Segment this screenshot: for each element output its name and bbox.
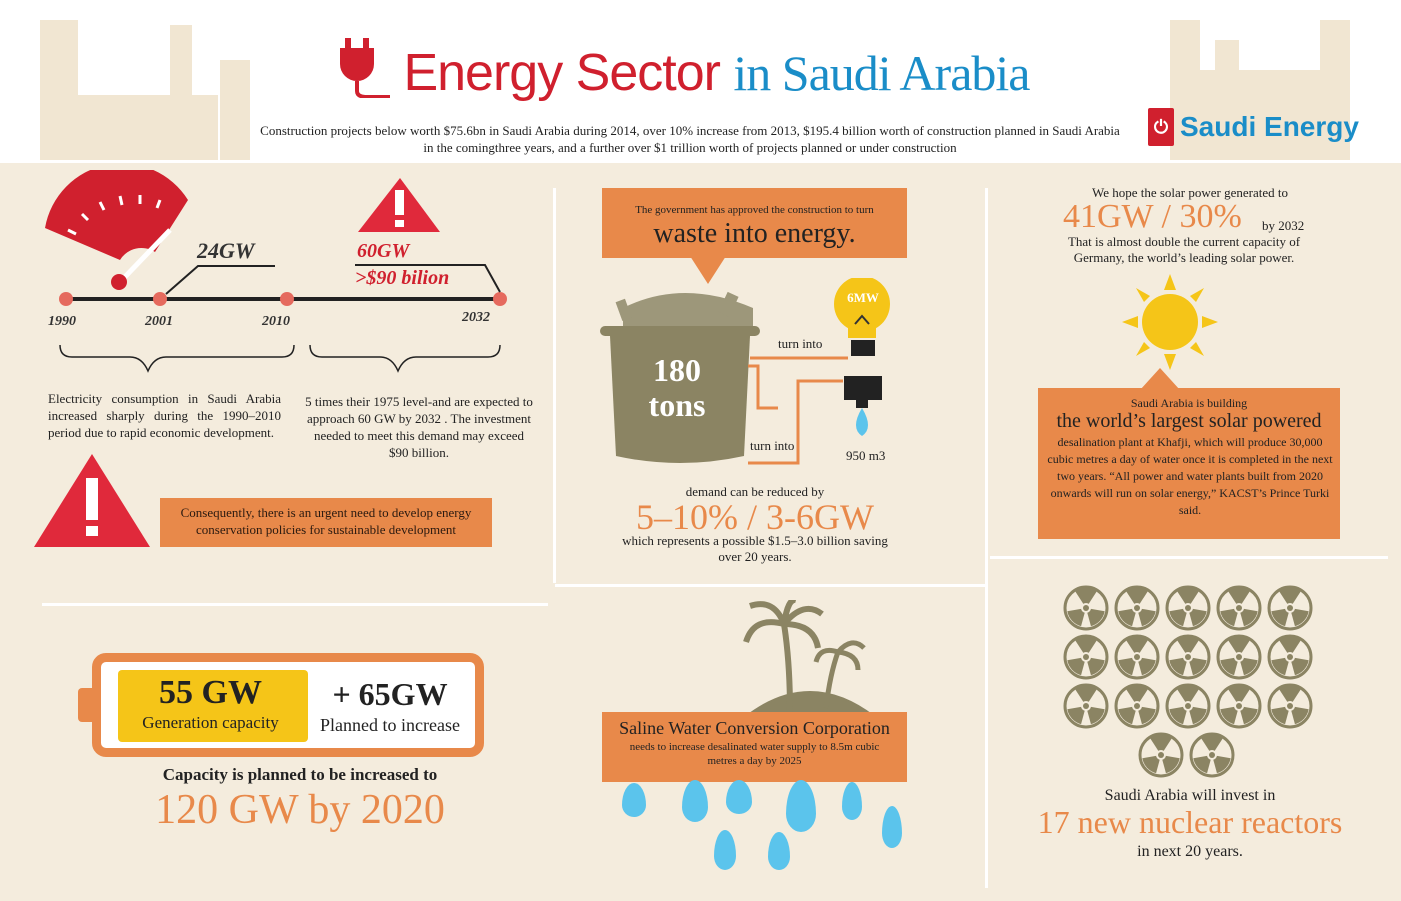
capacity-caption: Capacity is planned to be increased to <box>162 765 438 784</box>
battery-tip <box>78 688 94 722</box>
water-drop-icon <box>856 408 868 436</box>
water-drop-icon <box>726 780 752 814</box>
nuclear-years-text: in next 20 years. <box>1137 843 1243 860</box>
solar-box-big: the world’s largest solar powered <box>1056 410 1322 432</box>
tons-value: 180 <box>653 352 701 388</box>
solar-box-text: desalination plant at Khafji, which will produce 30,000 cubic metres a day of water once it is completed in the next two years. “All power and water plants built from 2020 onwards will run on solar energy,” KACST’s Prince Turki said. <box>1047 435 1333 517</box>
solar-by: by 2032 <box>1262 218 1305 233</box>
water-drop-icon <box>882 806 902 848</box>
divider <box>553 188 556 583</box>
water-drop-icon <box>786 780 816 832</box>
timeline-graphic <box>30 170 550 390</box>
faucet-icon <box>844 376 882 400</box>
water-drop-icon <box>768 832 790 870</box>
saline-text: needs to increase desalinated water supply to 8.5m cubic metres a day by 2025 <box>629 741 880 767</box>
solar-compare-text: That is almost double the current capacity of Germany, the world’s leading solar power. <box>1067 234 1301 265</box>
consumption-text: Electricity consumption in Saudi Arabia increased sharply during the 1990–2010 period due to rapid economic development. <box>48 391 281 440</box>
radiation-icon <box>1114 585 1160 631</box>
year-2010: 2010 <box>262 314 290 329</box>
page-title <box>330 38 1029 103</box>
island-palm-icon <box>740 600 880 720</box>
plug-icon <box>330 38 390 98</box>
radiation-icon <box>1063 634 1109 680</box>
current-capacity-label: Generation capacity <box>142 713 279 732</box>
turn-into-label: turn into <box>750 438 795 453</box>
radiation-icon <box>1216 634 1262 680</box>
label-90bn: >$90 bilion <box>355 267 450 289</box>
radiation-icon <box>1114 683 1160 729</box>
nuclear-invest-text: Saudi Arabia will invest in <box>1104 787 1276 804</box>
bulb-mw: 6MW <box>847 290 879 305</box>
title-red: Energy Sector <box>403 44 720 102</box>
year-2032: 2032 <box>462 310 490 325</box>
radiation-icon <box>1216 585 1262 631</box>
label-60gw: 60GW <box>357 240 410 262</box>
divider <box>990 556 1388 559</box>
radiation-icon <box>1063 585 1109 631</box>
solar-box-small: Saudi Arabia is building <box>1130 396 1248 410</box>
water-drop-icon <box>622 783 646 817</box>
sun-icon <box>1120 272 1220 372</box>
water-drop-icon <box>714 830 736 870</box>
nuclear-big: 17 new nuclear reactors <box>1037 804 1343 840</box>
gauge-icon <box>45 170 188 260</box>
waste-bubble-small: The government has approved the construction to turn <box>635 204 874 216</box>
divider <box>42 603 548 606</box>
radiation-icon <box>1165 683 1211 729</box>
label-24gw: 24GW <box>197 238 255 263</box>
planned-increase-value: + 65GW <box>332 676 448 712</box>
current-capacity-value: 55 GW <box>159 674 262 711</box>
tons-unit: tons <box>648 387 706 423</box>
brand-name: Saudi Energy <box>1180 111 1359 142</box>
solar-big: 41GW / 30% <box>1063 198 1242 235</box>
saving-text: which represents a possible $1.5–3.0 billion saving over 20 years. <box>622 533 888 564</box>
divider <box>985 188 988 888</box>
demand-big: 5–10% / 3-6GW <box>636 497 874 537</box>
water-drop-icon <box>682 780 708 822</box>
radiation-icon <box>1267 634 1313 680</box>
demand-text: demand can be reduced by <box>685 484 825 499</box>
box-pointer <box>1140 368 1180 390</box>
warning-icon <box>32 452 152 548</box>
water-drop-icon <box>842 782 862 820</box>
radiation-icon <box>1267 585 1313 631</box>
radiation-icon <box>1138 732 1184 778</box>
planned-increase-label: Planned to increase <box>320 715 460 735</box>
urgent-box: Consequently, there is an urgent need to develop energy conservation policies for sustainable development <box>160 498 492 547</box>
radiation-icon <box>1114 634 1160 680</box>
turn-into-label: turn into <box>778 336 823 351</box>
subtitle: Construction projects below worth $75.6bn in Saudi Arabia during 2014, over 10% increase from 2013, $195.4 billion worth of construction planned in Saudi Arabia in the comingthree years, and a further over $1 trillion worth of projects planned or under construction <box>260 123 1120 155</box>
forecast-text: 5 times their 1975 level-and are expected to approach 60 GW by 2032 . The investment needed to meet this demand may exceed $90 billion. <box>305 394 533 460</box>
title-blue: in Saudi Arabia <box>733 45 1030 101</box>
power-icon: ⏻ <box>1148 108 1174 146</box>
radiation-icon <box>1165 585 1211 631</box>
solar-hope-text: We hope the solar power generated to <box>1091 185 1289 200</box>
year-1990: 1990 <box>48 314 76 329</box>
water-volume: 950 m3 <box>846 448 886 463</box>
year-2001: 2001 <box>145 314 173 329</box>
brand-logo <box>1148 108 1359 146</box>
radiation-icon <box>1063 683 1109 729</box>
radiation-icon <box>1165 634 1211 680</box>
divider <box>555 584 985 587</box>
radiation-icon <box>1216 683 1262 729</box>
radiation-icon <box>1189 732 1235 778</box>
waste-bubble-big: waste into energy. <box>653 218 856 249</box>
saline-title: Saline Water Conversion Corporation <box>619 718 890 738</box>
radiation-icon <box>1267 683 1313 729</box>
capacity-target: 120 GW by 2020 <box>155 787 445 833</box>
